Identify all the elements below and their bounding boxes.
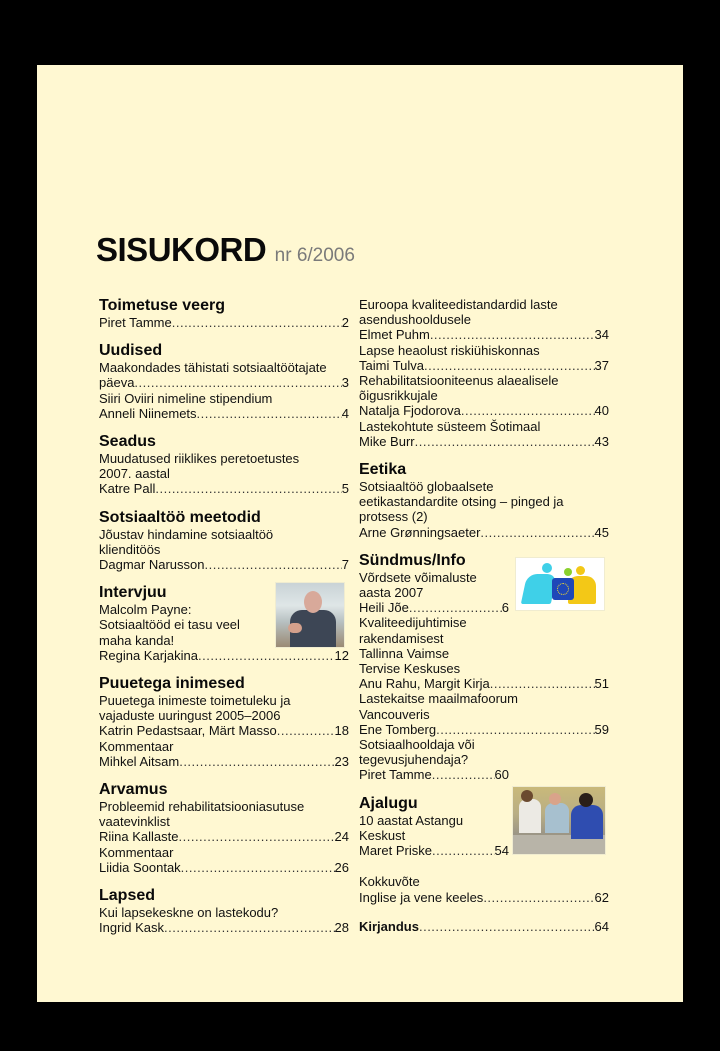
section-heading: Seadus xyxy=(99,433,156,451)
magazine-page xyxy=(37,65,683,1002)
section-heading: Intervjuu xyxy=(99,584,167,602)
entry-title: Jõustav hindamine sotsiaaltöö xyxy=(99,526,274,542)
page-number: 51 xyxy=(594,676,609,692)
page-title: SISUKORD xyxy=(96,231,267,268)
leader-dots xyxy=(181,860,335,875)
toc-entry[interactable] xyxy=(99,860,349,875)
page-number: 59 xyxy=(594,721,609,737)
entry-title: tegevusjuhendaja? xyxy=(359,752,469,768)
section-toimetuse-veerg xyxy=(99,296,349,330)
section-lapsed xyxy=(99,886,349,935)
entry-author: Arne Grønningsaeter xyxy=(359,524,481,540)
entry-title: Malcolm Payne: xyxy=(99,602,192,618)
entry-title: Siiri Oviiri nimeline stipendium xyxy=(99,390,273,406)
page-number: 34 xyxy=(594,327,609,343)
entry-title: maha kanda! xyxy=(99,632,175,648)
entry-author: Riina Kallaste xyxy=(99,829,179,845)
leader-dots xyxy=(172,315,342,330)
toc-entry[interactable] xyxy=(359,434,609,449)
leader-dots xyxy=(198,648,335,663)
entry-author: Inglise ja vene keeles xyxy=(359,889,484,905)
toc-entry[interactable] xyxy=(99,557,349,572)
entry-title: Maakondades tähistati sotsiaaltöötajate xyxy=(99,360,327,376)
toc-entry[interactable] xyxy=(359,919,609,934)
toc-entry[interactable] xyxy=(359,722,609,737)
photo-malcolm-payne xyxy=(275,582,345,648)
entry-title: Rehabilitatsiooniteenus alaealisele xyxy=(359,373,559,389)
issue-number: nr 6/2006 xyxy=(274,245,355,266)
section-seadus xyxy=(99,432,349,497)
entry-title: Puuetega inimeste toimetuleku ja xyxy=(99,693,291,709)
entry-author: Anu Rahu, Margit Kirja xyxy=(359,676,490,692)
page-number: 2 xyxy=(341,315,349,330)
entry-author: päeva xyxy=(99,375,135,391)
page-number: 28 xyxy=(334,920,349,936)
section-puuetega-inimesed xyxy=(99,674,349,769)
section-heading: Toimetuse veerg xyxy=(99,297,225,314)
page-number: 54 xyxy=(494,843,509,859)
page-number: 43 xyxy=(594,433,609,449)
entry-title: Tallinna Vaimse xyxy=(359,645,450,661)
section-heading: Puuetega inimesed xyxy=(99,675,245,693)
leader-dots xyxy=(197,406,342,421)
entry-author: Mihkel Aitsam xyxy=(99,753,180,769)
page-number: 3 xyxy=(341,375,349,391)
page-number: 12 xyxy=(334,647,349,663)
entry-author: Elmet Puhm xyxy=(359,327,430,343)
toc-entry[interactable] xyxy=(359,358,609,373)
entry-title: protsess (2) xyxy=(359,509,428,525)
leader-dots xyxy=(164,920,334,935)
entry-title: Kui lapsekeskne on lastekodu? xyxy=(99,905,279,921)
entry-title: aasta 2007 xyxy=(359,585,424,601)
entry-title: Probleemid rehabilitatsiooniasutuse xyxy=(99,799,305,815)
section-heading: Arvamus xyxy=(99,781,168,799)
entry-title: Sotsiaaltööd ei tasu veel xyxy=(99,617,240,633)
leader-dots xyxy=(179,754,334,769)
toc-entry[interactable] xyxy=(359,525,609,540)
page-number: 6 xyxy=(501,600,509,616)
entry-author: Ene Tomberg xyxy=(359,721,437,737)
toc-entry[interactable] xyxy=(359,327,609,342)
page-number: 45 xyxy=(594,524,609,540)
entry-title: vajaduste uuringust 2005–2006 xyxy=(99,708,281,724)
toc-entry[interactable] xyxy=(359,890,609,905)
page-number: 18 xyxy=(334,723,349,739)
entry-author: Natalja Fjodorova xyxy=(359,403,461,419)
page-number: 5 xyxy=(341,481,349,497)
page-number: 37 xyxy=(594,357,609,373)
leader-dots xyxy=(134,375,341,390)
entry-author: Kirjandus xyxy=(359,918,419,934)
leader-dots xyxy=(461,403,595,418)
entry-title: Lapse heaolust riskiühiskonnas xyxy=(359,342,540,358)
entry-author: Anneli Niinemets xyxy=(99,405,197,421)
leader-dots xyxy=(490,676,595,691)
entry-author: Liidia Soontak xyxy=(99,859,181,875)
leader-dots xyxy=(277,723,335,738)
toc-entry[interactable] xyxy=(99,315,349,330)
toc-header xyxy=(96,231,355,269)
page-number: 40 xyxy=(594,403,609,419)
entry-author: Taimi Tulva xyxy=(359,357,425,373)
section-sotsiaaltoo-meetodid xyxy=(99,508,349,573)
entry-author: Dagmar Narusson xyxy=(99,557,205,573)
entry-title: Lastekaitse maailmafoorum xyxy=(359,691,518,707)
leader-dots xyxy=(155,481,341,496)
page-number: 26 xyxy=(334,859,349,875)
section-heading: Sotsiaaltöö meetodid xyxy=(99,508,261,526)
toc-entry[interactable] xyxy=(99,375,349,390)
eu-flag-icon xyxy=(552,578,574,600)
leader-dots xyxy=(415,434,595,449)
entry-title: Kommentaar xyxy=(99,844,174,860)
leader-dots xyxy=(432,843,495,858)
entry-author: Mike Burr xyxy=(359,433,415,449)
entry-author: Maret Priske xyxy=(359,843,432,859)
leader-dots xyxy=(483,890,594,905)
entry-title: Vancouveris xyxy=(359,706,430,722)
toc-entry[interactable] xyxy=(99,481,349,496)
section-heading: Sündmus/Info xyxy=(359,551,466,569)
toc-entry[interactable] xyxy=(99,723,349,738)
leader-dots xyxy=(480,525,594,540)
section-arvamus xyxy=(99,780,349,875)
entry-title: Sotsiaaltöö globaalsete xyxy=(359,479,494,495)
leader-dots xyxy=(179,829,335,844)
toc-entry[interactable] xyxy=(99,754,349,769)
section-eetika xyxy=(359,460,609,540)
entry-author: Ingrid Kask xyxy=(99,920,165,936)
entry-title: Euroopa kvaliteedistandardid laste xyxy=(359,297,558,312)
entry-title: õigusrikkujale xyxy=(359,388,438,404)
leader-dots xyxy=(432,767,495,782)
leader-dots xyxy=(419,919,595,934)
entry-title: klienditöös xyxy=(99,541,161,557)
entry-title: 2007. aastal xyxy=(99,466,170,482)
toc-entry[interactable] xyxy=(359,403,609,418)
leader-dots xyxy=(436,722,594,737)
section-kirjandus xyxy=(359,919,609,934)
entry-title: rakendamisest xyxy=(359,630,444,646)
entry-title: Sotsiaalhooldaja või xyxy=(359,737,475,753)
page-number: 4 xyxy=(341,405,349,421)
leader-dots xyxy=(424,358,595,373)
entry-title: Kommentaar xyxy=(99,738,174,754)
toc-entry[interactable] xyxy=(359,600,509,615)
entry-title: Kokkuvõte xyxy=(359,874,420,890)
entry-title: Võrdsete võimaluste xyxy=(359,569,477,585)
section-heading: Ajalugu xyxy=(359,794,418,812)
entry-title: Muudatused riiklikes peretoetustes xyxy=(99,451,300,467)
photo-astangu-cooking xyxy=(512,786,606,855)
toc-entry[interactable] xyxy=(99,829,349,844)
leader-dots xyxy=(205,557,342,572)
section-uudised xyxy=(99,341,349,421)
entry-title: eetikastandardite otsing – pinged ja xyxy=(359,494,564,510)
entry-title: Tervise Keskuses xyxy=(359,661,461,677)
entry-title: Kvaliteedijuhtimise xyxy=(359,615,467,631)
entry-title: asendushooldusele xyxy=(359,312,472,328)
section-heading: Uudised xyxy=(99,342,163,360)
section-heading: Lapsed xyxy=(99,887,156,905)
section-heading: Eetika xyxy=(359,461,407,479)
entry-title: 10 aastat Astangu xyxy=(359,812,464,828)
page-number: 24 xyxy=(334,829,349,845)
entry-author: Regina Karjakina xyxy=(99,647,199,663)
entry-author: Katrin Pedastsaar, Märt Masso xyxy=(99,723,277,739)
toc-entry[interactable] xyxy=(359,843,509,858)
toc-entry[interactable] xyxy=(99,406,349,421)
section-lapsed-continued xyxy=(359,297,609,449)
toc-entry[interactable] xyxy=(99,648,349,663)
leader-dots xyxy=(409,600,502,615)
entry-title: Keskust xyxy=(359,827,406,843)
page-number: 60 xyxy=(494,767,509,783)
entry-author: Katre Pall xyxy=(99,481,156,497)
eu-equal-opportunities-logo xyxy=(515,557,605,611)
entry-author: Piret Tamme xyxy=(99,315,172,330)
section-kokkuvote xyxy=(359,874,609,904)
entry-author: Piret Tamme xyxy=(359,767,432,783)
toc-entry[interactable] xyxy=(99,920,349,935)
page-number: 23 xyxy=(334,753,349,769)
toc-entry[interactable] xyxy=(359,767,509,782)
entry-title: vaatevinklist xyxy=(99,814,170,830)
entry-author: Heili Jõe xyxy=(359,600,409,616)
entry-title: Lastekohtute süsteem Šotimaal xyxy=(359,418,541,434)
leader-dots xyxy=(430,327,595,342)
page-number: 62 xyxy=(594,889,609,905)
page-number: 7 xyxy=(341,557,349,573)
page-number: 64 xyxy=(594,918,609,934)
toc-entry[interactable] xyxy=(359,676,609,691)
